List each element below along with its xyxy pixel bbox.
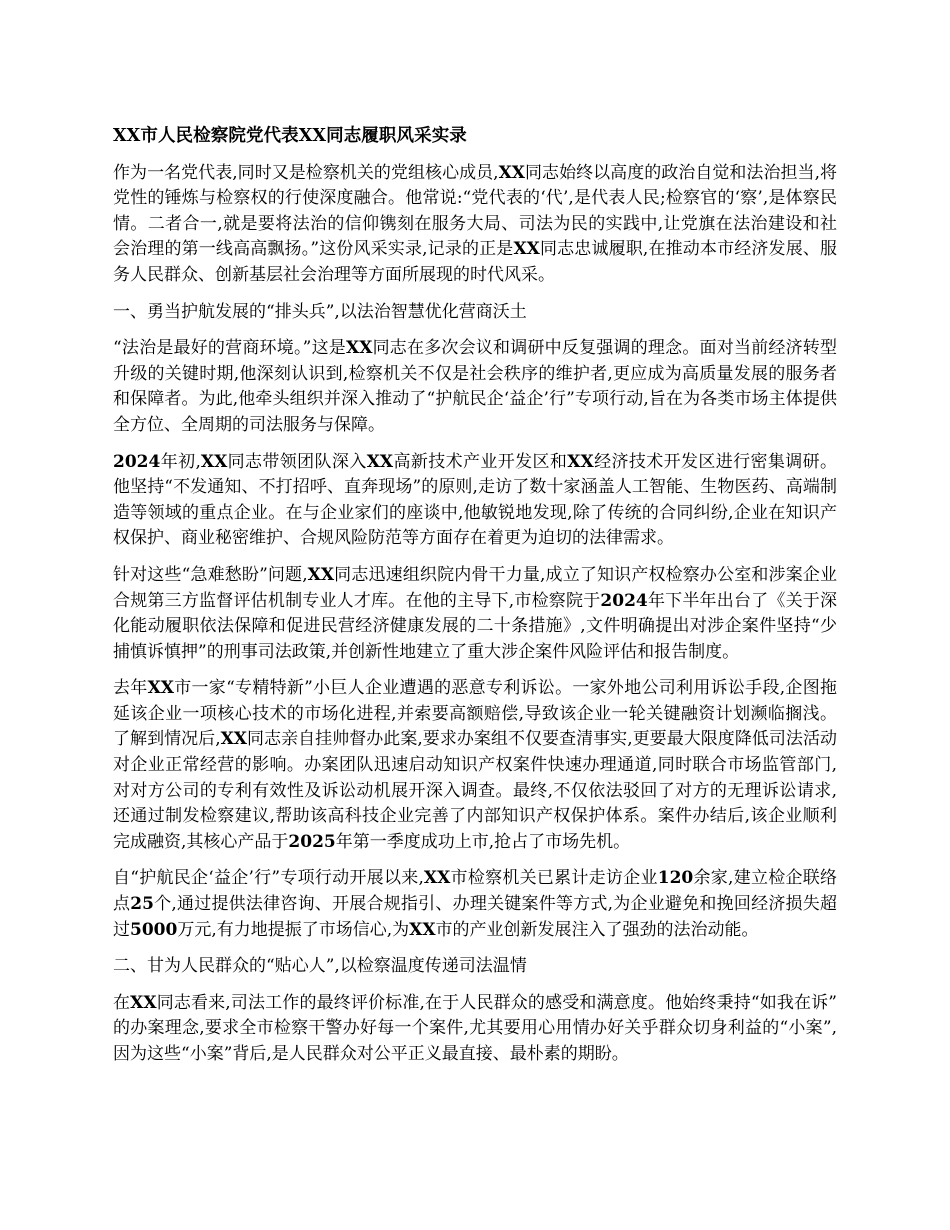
intro-paragraph: 作为一名党代表,同时又是检察机关的党组核心成员,XX同志始终以高度的政治自觉和法治担当,将党性的锤炼与检察权的行使深度融合。他常说:“党代表的‘代’,是代表人民;检察官的‘察’,是体察民情。二者合一,就是要将法治的信仰镌刻在服务大局、司法为民的实践中,让党旗在法治建设和社会治理的第一线高高飘扬。”这份风采实录,记录的正是XX同志忠诚履职,在推动本市经济发展、服务人民群众、创新基层社会治理等方面所展现的时代风采。 (113, 162, 838, 285)
emphasis-token: 2024 (113, 451, 161, 472)
emphasis-token: XX (423, 868, 451, 889)
section-heading-one: 一、勇当护航发展的“排头兵”,以法治智慧优化营商沃土 (113, 301, 527, 322)
section-one-paragraph-5: 自“护航民企‘益企’行”专项行动开展以来,XX市检察机关已累计走访企业120余家,建立检企联络点25个,通过提供法律咨询、开展合规指引、办理关键案件等方式,为企业避免和挽回经济损失超过5000万元,有力地提振了市场信心,为XX市的产业创新发展注入了强劲的法治动能。 (113, 868, 838, 940)
emphasis-token: XX (147, 678, 174, 699)
emphasis-token: 2024 (600, 590, 648, 611)
emphasis-token: XX (409, 919, 436, 940)
emphasis-token: 5000 (130, 919, 178, 940)
emphasis-token: 25 (130, 894, 154, 915)
emphasis-token: XX (366, 451, 394, 472)
section-one-paragraph-4: 去年XX市一家“专精特新”小巨人企业遭遇的恶意专利诉讼。一家外地公司利用诉讼手段,企图拖延该企业一项核心技术的市场化进程,并索要高额赔偿,导致该企业一轮关键融资计划濒临搁浅。了解到情况后,XX同志亲自挂帅督办此案,要求办案组不仅要查清事实,更要最大限度降低司法活动对企业正常经营的影响。办案团队迅速启动知识产权案件快速办理通道,同时联合市场监管部门,对对方公司的专利有效性及诉讼动机展开深入调查。最终,不仅依法驳回了对方的无理诉讼请求,还通过制发检察建议,帮助该高科技企业完善了内部知识产权保护体系。案件办结后,该企业顺利完成融资,其核心产品于2025年第一季度成功上市,抢占了市场先机。 (113, 678, 837, 852)
emphasis-token: XX (220, 729, 247, 750)
emphasis-token: XX (346, 338, 373, 359)
document-title: XX市人民检察院党代表XX同志履职风采实录 (113, 126, 467, 146)
emphasis-token: XX (498, 162, 525, 183)
emphasis-token: XX (567, 451, 594, 472)
document-body (113, 124, 837, 1068)
section-one-paragraph-3: 针对这些“急难愁盼”问题,XX同志迅速组织院内骨干力量,成立了知识产权检察办公室和涉案企业合规第三方监督评估机制专业人才库。在他的主导下,市检察院于2024年下半年出台了《关于深化能动履职依法保障和促进民营经济健康发展的二十条措施》,文件明确提出对涉企案件坚持“少捕慎诉慎押”的刑事司法政策,并创新性地建立了重大涉企案件风险评估和报告制度。 (113, 564, 838, 662)
emphasis-token: 120 (657, 868, 694, 889)
section-heading-two: 二、甘为人民群众的“贴心人”,以检察温度传递司法温情 (113, 956, 527, 977)
emphasis-token: XX (130, 992, 157, 1013)
section-two-paragraph-1: 在XX同志看来,司法工作的最终评价标准,在于人民群众的感受和满意度。他始终秉持“如我在诉”的办案理念,要求全市检察干警办好每一个案件,尤其要用心用情办好关乎群众切身利益的“小案”,因为这些“小案”背后,是人民群众对公平正义最直接、最朴素的期盼。 (113, 992, 837, 1064)
emphasis-token: XX (513, 239, 540, 260)
section-one-paragraph-1: “法治是最好的营商环境。”这是XX同志在多次会议和调研中反复强调的理念。面对当前经济转型升级的关键时期,他深刻认识到,检察机关不仅是社会秩序的维护者,更应成为高质量发展的服务者和保障者。为此,他牵头组织并深入推动了“护航民企‘益企’行”专项行动,旨在为各类市场主体提供全方位、全周期的司法服务与保障。 (113, 338, 837, 435)
section-one-paragraph-2: 2024年初,XX同志带领团队深入XX高新技术产业开发区和XX经济技术开发区进行密集调研。他坚持“不发通知、不打招呼、直奔现场”的原则,走访了数十家涵盖人工智能、生物医药、高端制造等领域的重点企业。在与企业家们的座谈中,他敏锐地发现,除了传统的合同纠纷,企业在知识产权保护、商业秘密维护、合规风险防范等方面存在着更为迫切的法律需求。 (113, 451, 838, 549)
emphasis-token: 2025 (288, 831, 336, 852)
emphasis-token: XX (307, 564, 335, 585)
emphasis-token: XX (200, 451, 228, 472)
